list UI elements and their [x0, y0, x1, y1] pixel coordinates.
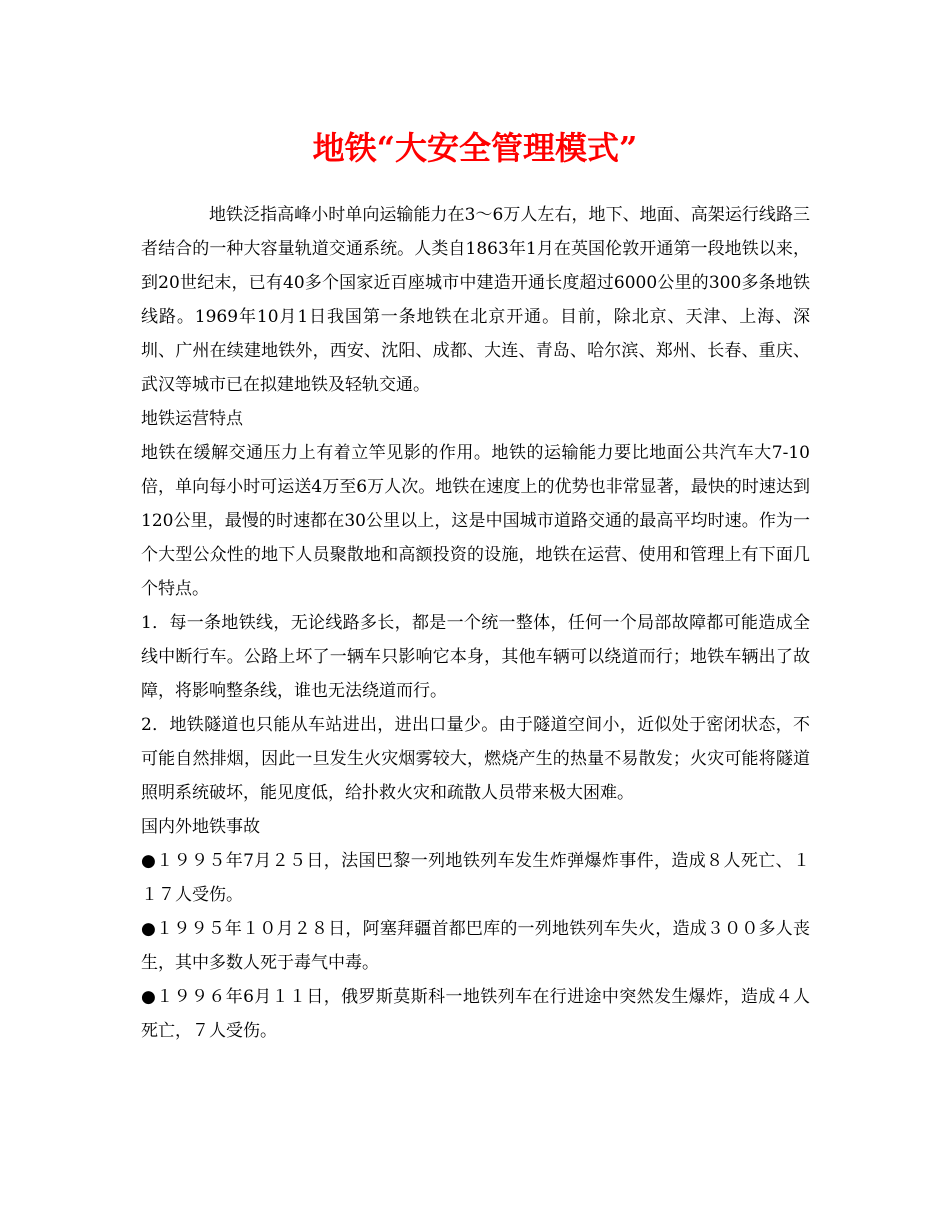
paragraph-point-2: 2．地铁隧道也只能从车站进出，进出口量少。由于隧道空间小，近似处于密闭状态，不可能自然排烟，因此一旦发生火灾烟雾较大，燃烧产生的热量不易散发；火灾可能将隧道照明系统破坏，能见度低，给扑救火灾和疏散人员带来极大困难。	[141, 715, 810, 803]
accident-item: ●１９９６年6月１１日，俄罗斯莫斯科一地铁列车在行进途中突然发生爆炸，造成４人死亡，７人受伤。	[141, 987, 810, 1041]
document-body	[141, 198, 810, 1048]
accident-item: ●１９９５年7月２５日，法国巴黎一列地铁列车发生炸弹爆炸事件，造成８人死亡、１１７人受伤。	[141, 851, 810, 905]
paragraph-operations: 地铁在缓解交通压力上有着立竿见影的作用。地铁的运输能力要比地面公共汽车大7-10倍，单向每小时可运送4万至6万人次。地铁在速度上的优势也非常显著，最快的时速达到120公里，最慢的时速都在30公里以上，这是中国城市道路交通的最高平均时速。作为一个大型公众性的地下人员聚散地和高额投资的设施，地铁在运营、使用和管理上有下面几个特点。	[141, 443, 810, 599]
paragraph-point-1: 1．每一条地铁线，无论线路多长，都是一个统一整体，任何一个局部故障都可能造成全线中断行车。公路上坏了一辆车只影响它本身，其他车辆可以绕道而行；地铁车辆出了故障，将影响整条线，谁也无法绕道而行。	[141, 613, 810, 701]
section-heading-operations: 地铁运营特点	[141, 409, 243, 429]
paragraph-intro: 地铁泛指高峰小时单向运输能力在3～6万人左右，地下、地面、高架运行线路三者结合的一种大容量轨道交通系统。人类自1863年1月在英国伦敦开通第一段地铁以来，到20世纪末，已有40多个国家近百座城市中建造开通长度超过6000公里的300多条地铁线路。1969年10月1日我国第一条地铁在北京开通。目前，除北京、天津、上海、深圳、广州在续建地铁外，西安、沈阳、成都、大连、青岛、哈尔滨、郑州、长春、重庆、武汉等城市已在拟建地铁及轻轨交通。	[141, 205, 810, 395]
accident-item: ●１９９５年１０月２８日，阿塞拜疆首都巴库的一列地铁列车失火，造成３００多人丧生，其中多数人死于毒气中毒。	[141, 919, 810, 973]
section-heading-accidents: 国内外地铁事故	[141, 817, 260, 837]
document-title: 地铁“大安全管理模式”	[312, 129, 638, 167]
